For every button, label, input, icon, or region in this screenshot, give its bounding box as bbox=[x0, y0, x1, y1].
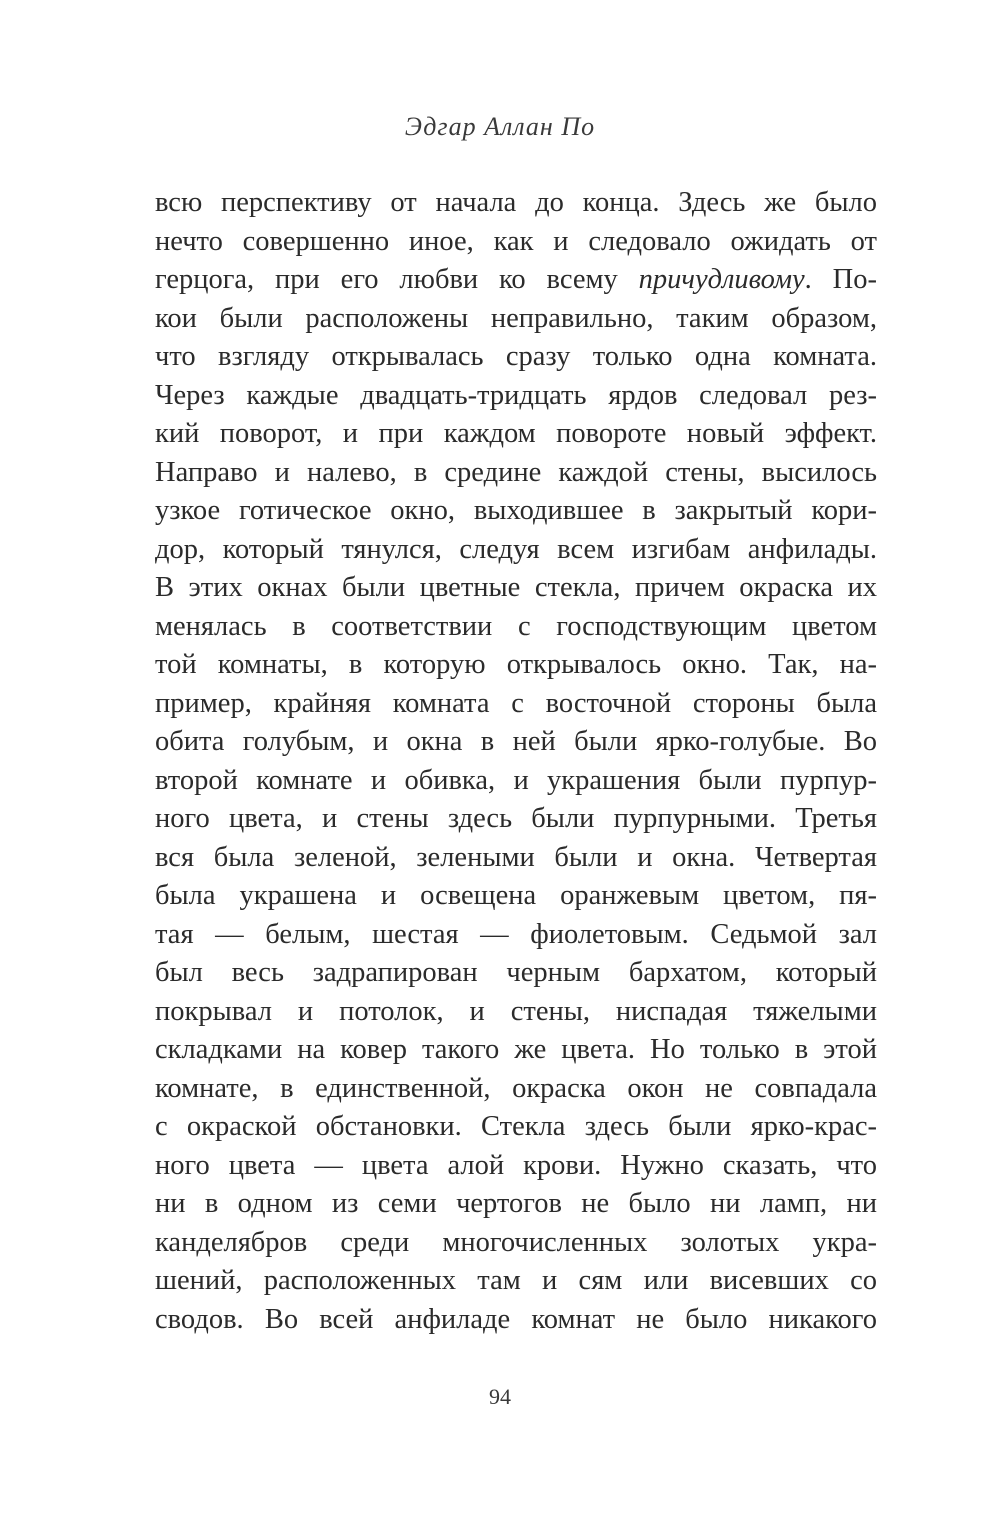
text-line: покрывал и потолок, и стены, ниспадая тяжелыми bbox=[155, 995, 877, 1027]
text-line: комнате, в единственной, окраска окон не совпадала bbox=[155, 1072, 877, 1104]
text-line: нечто совершенно иное, как и следовало ожидать от bbox=[155, 225, 877, 257]
text-line: В этих окнах были цветные стекла, причем окраска их bbox=[155, 572, 877, 603]
text-line: узкое готическое окно, выходившее в закрытый кори- bbox=[155, 495, 877, 526]
body-text bbox=[155, 184, 877, 1339]
text-line: Через каждые двадцать-тридцать ярдов следовал рез- bbox=[155, 379, 877, 411]
running-head: Эдгар Аллан По bbox=[404, 112, 596, 141]
text-line: ного цвета — цвета алой крови. Нужно сказать, что bbox=[155, 1149, 877, 1181]
text-line: тая — белым, шестая — фиолетовым. Седьмой зал bbox=[155, 918, 877, 950]
text-line: шений, расположенных там и сям или висевших со bbox=[155, 1265, 877, 1296]
text-line bbox=[155, 261, 877, 300]
text-line: менялась в соответствии с господствующим цветом bbox=[155, 610, 877, 642]
text-fragment: . По- bbox=[804, 264, 877, 295]
text-line: была украшена и освещена оранжевым цветом, пя- bbox=[155, 880, 877, 911]
text-line: сводов. Во всей анфиладе комнат не было никакого bbox=[155, 1303, 877, 1335]
text-line: пример, крайняя комната с восточной стороны была bbox=[155, 687, 877, 719]
text-line: канделябров среди многочисленных золотых укра- bbox=[155, 1226, 877, 1258]
text-line: ного цвета, и стены здесь были пурпурными. Третья bbox=[155, 803, 877, 834]
text-line: ни в одном из семи чертогов не было ни ламп, ни bbox=[155, 1188, 877, 1219]
text-line: обита голубым, и окна в ней были ярко-голубые. Во bbox=[155, 726, 877, 757]
text-line: второй комнате и обивка, и украшения были пурпур- bbox=[155, 764, 877, 796]
text-line: Направо и налево, в средине каждой стены, высилось bbox=[155, 456, 877, 488]
text-fragment: герцога, при его любви ко всему bbox=[155, 264, 639, 295]
text-line: вся была зеленой, зелеными были и окна. Четвертая bbox=[155, 841, 877, 873]
text-line: той комнаты, в которую открывалось окно. Так, на- bbox=[155, 649, 877, 680]
text-line: складками на ковер такого же цвета. Но только в этой bbox=[155, 1034, 877, 1065]
text-line: был весь задрапирован черным бархатом, который bbox=[155, 957, 877, 988]
page-number: 94 bbox=[489, 1384, 511, 1409]
text-line: с окраской обстановки. Стекла здесь были ярко-крас- bbox=[155, 1111, 877, 1142]
text-line: дор, который тянулся, следуя всем изгибам анфилады. bbox=[155, 533, 877, 565]
text-line: кои были расположены неправильно, таким образом, bbox=[155, 302, 877, 334]
text-line: что взгляду открывалась сразу только одна комната. bbox=[155, 341, 877, 372]
text-line: всю перспективу от начала до конца. Здесь же было bbox=[155, 187, 877, 218]
italic-word: причудливому bbox=[638, 264, 805, 295]
text-line: кий поворот, и при каждом повороте новый эффект. bbox=[155, 418, 877, 449]
